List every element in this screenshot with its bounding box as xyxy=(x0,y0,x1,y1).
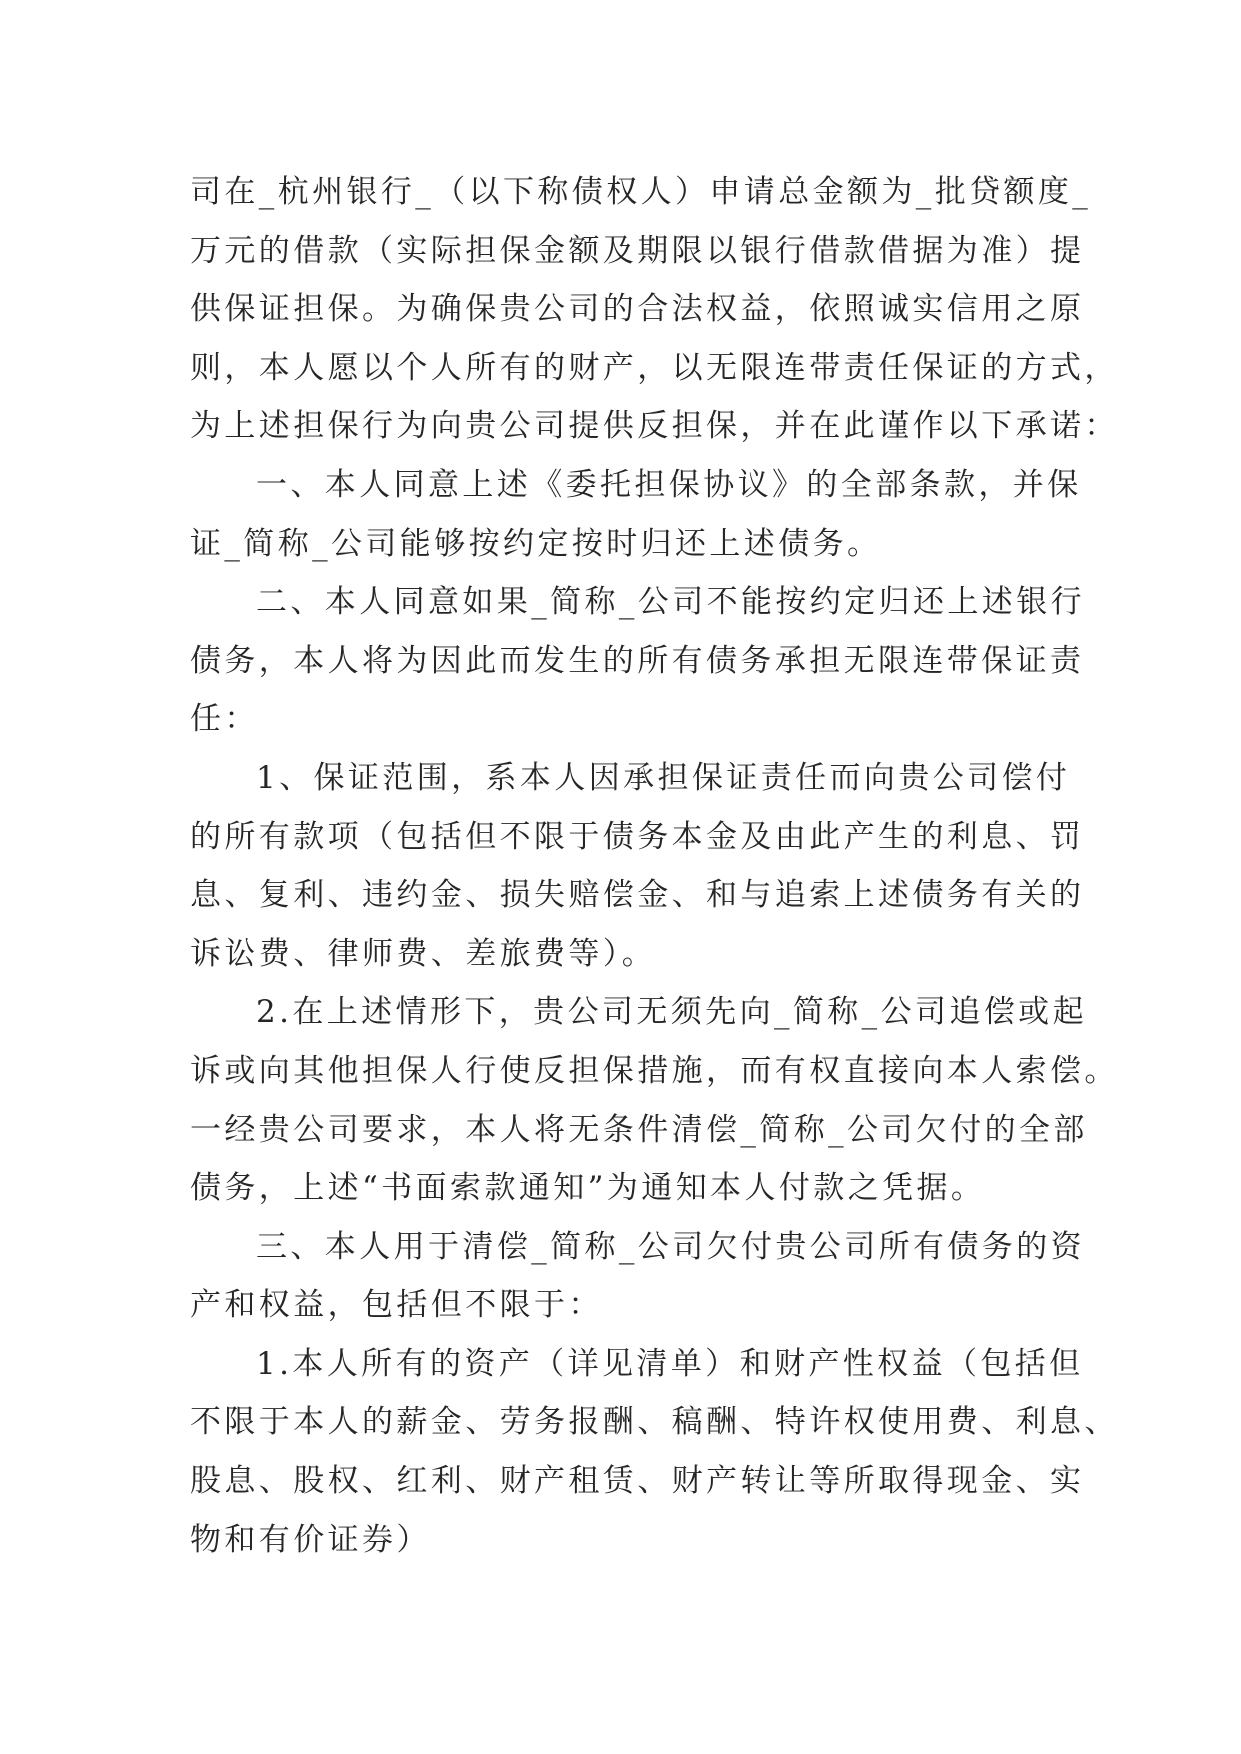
text-line: 债务，上述“书面索款通知”为通知本人付款之凭据。 xyxy=(190,1170,986,1207)
text-line: 息、复利、违约金、损失赔偿金、和与追索上述债务有关的 xyxy=(190,877,1085,914)
document-body xyxy=(190,163,1119,1569)
paragraph-3-start: 三、本人用于清偿_简称_公司欠付贵公司所有债务的资 xyxy=(256,1228,1085,1265)
text-line: 的所有款项（包括但不限于债务本金及由此产生的利息、罚 xyxy=(190,818,1085,855)
text-line: 万元的借款（实际担保金额及期限以银行借款借据为准）提 xyxy=(190,232,1085,269)
clause-3-1-start: 1.本人所有的资产（详见清单）和财产性权益（包括但 xyxy=(256,1345,1084,1382)
text-line: 物和有价证券） xyxy=(190,1521,431,1558)
text-line: 债务，本人将为因此而发生的所有债务承担无限连带保证责 xyxy=(190,642,1085,679)
text-line: 任： xyxy=(190,701,259,738)
text-line: 诉讼费、律师费、差旅费等）。 xyxy=(190,935,657,972)
text-line: 股息、股权、红利、财产租赁、财产转让等所取得现金、实 xyxy=(190,1463,1085,1500)
text-line: 司在_杭州银行_（以下称债权人）申请总金额为_批贷额度_ xyxy=(190,174,1092,210)
text-line: 则，本人愿以个人所有的财产，以无限连带责任保证的方式， xyxy=(190,349,1119,386)
text-line: 供保证担保。为确保贵公司的合法权益，依照诚实信用之原 xyxy=(190,291,1085,328)
clause-1-start: 1、保证范围，系本人因承担保证责任而向贵公司偿付 xyxy=(256,759,1071,796)
text-line: 诉或向其他担保人行使反担保措施，而有权直接向本人索偿。 xyxy=(190,1052,1119,1089)
text-line: 产和权益，包括但不限于： xyxy=(190,1287,603,1324)
paragraph-1-start: 一、本人同意上述《委托担保协议》的全部条款，并保 xyxy=(256,466,1082,503)
text-line: 一经贵公司要求，本人将无条件清偿_简称_公司欠付的全部 xyxy=(190,1111,1088,1148)
text-line: 为上述担保行为向贵公司提供反担保，并在此谨作以下承诺： xyxy=(190,408,1119,445)
clause-2-start: 2.在上述情形下，贵公司无须先向_简称_公司追偿或起 xyxy=(256,994,1087,1031)
text-line: 证_简称_公司能够按约定按时归还上述债务。 xyxy=(190,525,882,562)
text-line: 不限于本人的薪金、劳务报酬、稿酬、特许权使用费、利息、 xyxy=(190,1404,1119,1441)
paragraph-2-start: 二、本人同意如果_简称_公司不能按约定归还上述银行 xyxy=(256,584,1085,621)
